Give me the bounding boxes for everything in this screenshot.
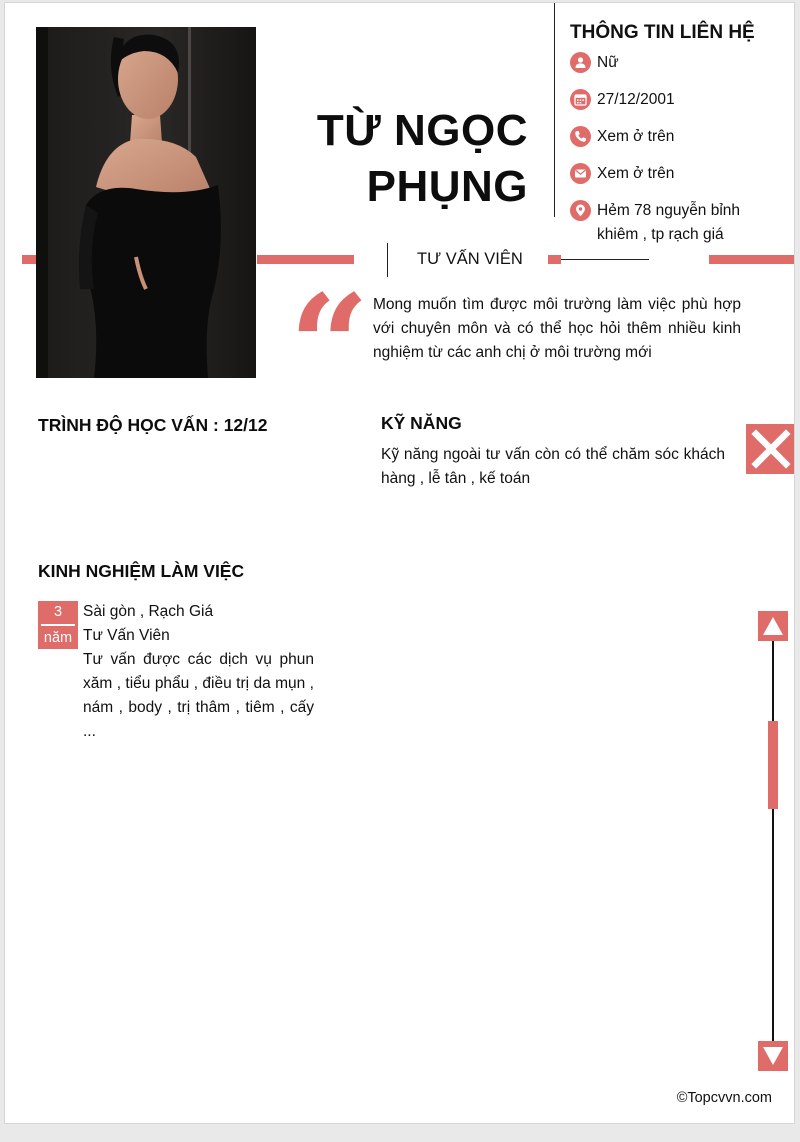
experience-description: Tư vấn được các dịch vụ phun xăm , tiểu phẩu , điều trị da mụn , nám , body , trị thâm , tiêm , cấy ...: [83, 651, 314, 740]
experience-title: KINH NGHIỆM LÀM VIỆC: [38, 561, 245, 581]
cv-page: [4, 2, 795, 1124]
copyright-footer: ©Topcvvn.com: [676, 1090, 772, 1106]
position-underline: [561, 259, 649, 260]
phone-icon: [570, 126, 591, 147]
experience-years-unit: năm: [43, 629, 73, 646]
close-button[interactable]: [746, 424, 795, 474]
contact-phone-text: Xem ở trên: [597, 128, 675, 145]
experience-role: Tư Vấn Viên: [83, 627, 170, 644]
profile-photo: [36, 27, 256, 378]
accent-band-small: [548, 255, 561, 264]
experience-years: 3: [53, 604, 63, 620]
name-line-1: TỪ NGỌC: [316, 106, 528, 155]
scrollbar-track[interactable]: [772, 641, 774, 1045]
contact-address: [570, 199, 760, 247]
accent-band-mid: [257, 255, 354, 264]
contact-gender: [570, 51, 619, 75]
contact-title: THÔNG TIN LIÊN HỆ: [570, 22, 755, 43]
email-icon: [570, 163, 591, 184]
contact-address-text: Hẻm 78 nguyễn bỉnh khiêm , tp rạch giá: [597, 202, 741, 243]
position-title: TƯ VẤN VIÊN: [417, 250, 523, 268]
scrollbar-thumb[interactable]: [768, 721, 778, 809]
education-title: TRÌNH ĐỘ HỌC VẤN : 12/12: [38, 415, 268, 435]
contact-birthdate-text: 27/12/2001: [597, 91, 675, 108]
experience-entry: [83, 600, 314, 744]
contact-email-text: Xem ở trên: [597, 165, 675, 182]
experience-years-badge: [38, 601, 78, 649]
person-icon: [570, 52, 591, 73]
quote-icon: “: [289, 265, 370, 429]
skills-title: KỸ NĂNG: [381, 413, 462, 433]
position-divider: [387, 243, 388, 277]
contact-divider: [554, 3, 555, 217]
contact-phone: [570, 125, 674, 149]
accent-band-right: [709, 255, 795, 264]
arrow-up-icon: [758, 611, 788, 641]
skills-text: Kỹ năng ngoài tư vấn còn có thể chăm sóc khách hàng , lễ tân , kế toán: [381, 446, 725, 487]
contact-gender-text: Nữ: [597, 54, 619, 71]
calendar-icon: [570, 89, 591, 110]
close-icon: [746, 424, 795, 474]
contact-birthdate: [570, 88, 675, 112]
scroll-up-button[interactable]: [758, 611, 788, 641]
career-objective: Mong muốn tìm được môi trường làm việc phù hợp với chuyên môn và có thể học hỏi thêm nhiều kinh nghiệm từ các anh chị ở môi trường mới: [373, 296, 741, 361]
name-line-2: PHỤNG: [366, 162, 528, 211]
contact-email: [570, 162, 674, 186]
accent-band-left: [22, 255, 36, 264]
arrow-down-icon: [758, 1041, 788, 1071]
full-name: [317, 103, 528, 215]
scroll-down-button[interactable]: [758, 1041, 788, 1071]
experience-company: Sài gòn , Rạch Giá: [83, 603, 214, 620]
location-icon: [570, 200, 591, 221]
